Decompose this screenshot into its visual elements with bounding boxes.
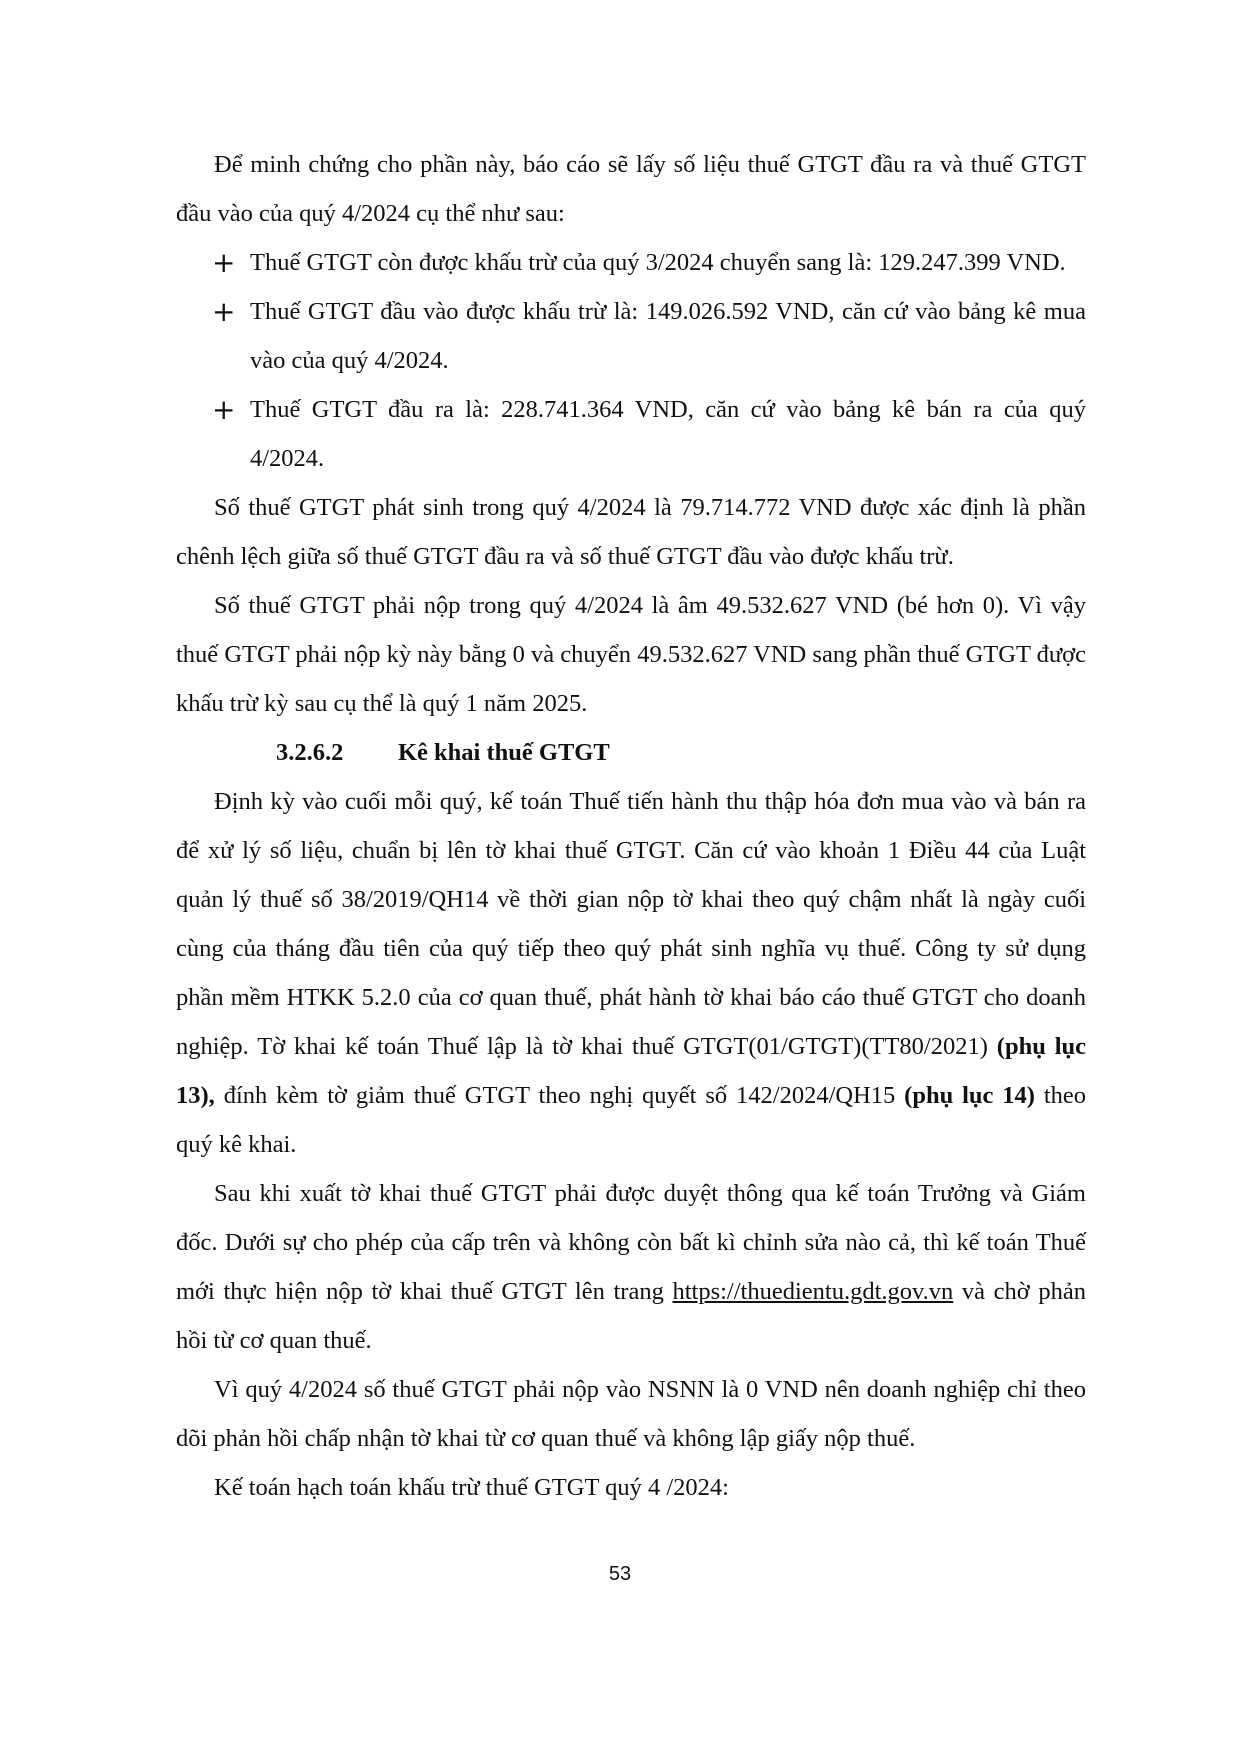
approval-paragraph [176, 1169, 1086, 1365]
document-page [176, 140, 1086, 1512]
arising-tax-paragraph: Số thuế GTGT phát sinh trong quý 4/2024 là 79.714.772 VND được xác định là phần chênh lệch giữa số thuế GTGT đầu ra và số thuế GTGT đầu vào được khấu trừ. [176, 494, 1086, 570]
declaration-paragraph [176, 777, 1086, 1169]
approval-text: Sau khi xuất tờ khai thuế GTGT phải được duyệt thông qua kế toán Trưởng và Giám đốc. Dưới sự cho phép của cấp trên và không còn bất kì chỉnh sửa nào cả, thì kế toán Thuế mới thực hiện nộp tờ khai thuế GTGT lên trang [176, 1180, 1086, 1305]
declaration-text: đính kèm tờ giảm thuế GTGT theo nghị quyết số 142/2024/QH15 [223, 1082, 896, 1109]
appendix-14-ref: (phụ lục 14) [904, 1082, 1035, 1109]
bullet-text: Thuế GTGT đầu vào được khấu trừ là: 149.026.592 VND, căn cứ vào bảng kê mua vào của quý 4/2024. [250, 298, 1086, 374]
section-number: 3.2.6.2 [276, 739, 344, 766]
page-number: 53 [608, 1563, 632, 1585]
bullet-item [176, 287, 1086, 385]
plus-icon: + [212, 295, 236, 328]
plus-icon: + [212, 393, 236, 426]
bullet-text: Thuế GTGT còn được khấu trừ của quý 3/2024 chuyển sang là: 129.247.399 VND. [250, 249, 1066, 276]
approval-text: và chờ phản hồi từ cơ quan thuế. [176, 1278, 1086, 1354]
bullet-text: Thuế GTGT đầu ra là: 228.741.364 VND, căn cứ vào bảng kê bán ra của quý 4/2024. [250, 396, 1086, 472]
tax-portal-link[interactable]: https://thuedientu.gdt.gov.vn [672, 1278, 954, 1305]
accounting-entry-paragraph: Kế toán hạch toán khấu trừ thuế GTGT quý 4 /2024: [214, 1474, 729, 1501]
appendix-13-ref: (phụ lục 13), [176, 1033, 1087, 1109]
bullet-list [176, 238, 1086, 483]
bullet-item [176, 385, 1086, 483]
zero-payable-paragraph: Vì quý 4/2024 số thuế GTGT phải nộp vào NSNN là 0 VND nên doanh nghiệp chỉ theo dõi phản hồi chấp nhận tờ khai từ cơ quan thuế và không lập giấy nộp thuế. [176, 1376, 1086, 1452]
plus-icon: + [212, 246, 236, 279]
declaration-text: theo quý kê khai. [176, 1082, 1087, 1158]
section-title: Kê khai thuế GTGT [398, 739, 610, 766]
intro-paragraph: Để minh chứng cho phần này, báo cáo sẽ lấy số liệu thuế GTGT đầu ra và thuế GTGT đầu vào của quý 4/2024 cụ thể như sau: [176, 151, 1086, 227]
declaration-text: Định kỳ vào cuối mỗi quý, kế toán Thuế tiến hành thu thập hóa đơn mua vào và bán ra để xử lý số liệu, chuẩn bị lên tờ khai thuế GTGT. Căn cứ vào khoản 1 Điều 44 của Luật quản lý thuế số 38/2019/QH14 về thời gian nộp tờ khai theo quý chậm nhất là ngày cuối cùng của tháng đầu tiên của quý tiếp theo quý phát sinh nghĩa vụ thuế. Công ty sử dụng phần mềm HTKK 5.2.0 của cơ quan thuế, phát hành tờ khai báo cáo thuế GTGT cho doanh nghiệp. Tờ khai kế toán Thuế lập là tờ khai thuế GTGT(01/GTGT)(TT80/2021) [176, 788, 1086, 1060]
bullet-item [176, 238, 1086, 287]
section-heading [176, 728, 1086, 777]
payable-tax-paragraph: Số thuế GTGT phải nộp trong quý 4/2024 là âm 49.532.627 VND (bé hơn 0). Vì vậy thuế GTGT phải nộp kỳ này bằng 0 và chuyển 49.532.627 VND sang phần thuế GTGT được khấu trừ kỳ sau cụ thể là quý 1 năm 2025. [176, 592, 1086, 717]
